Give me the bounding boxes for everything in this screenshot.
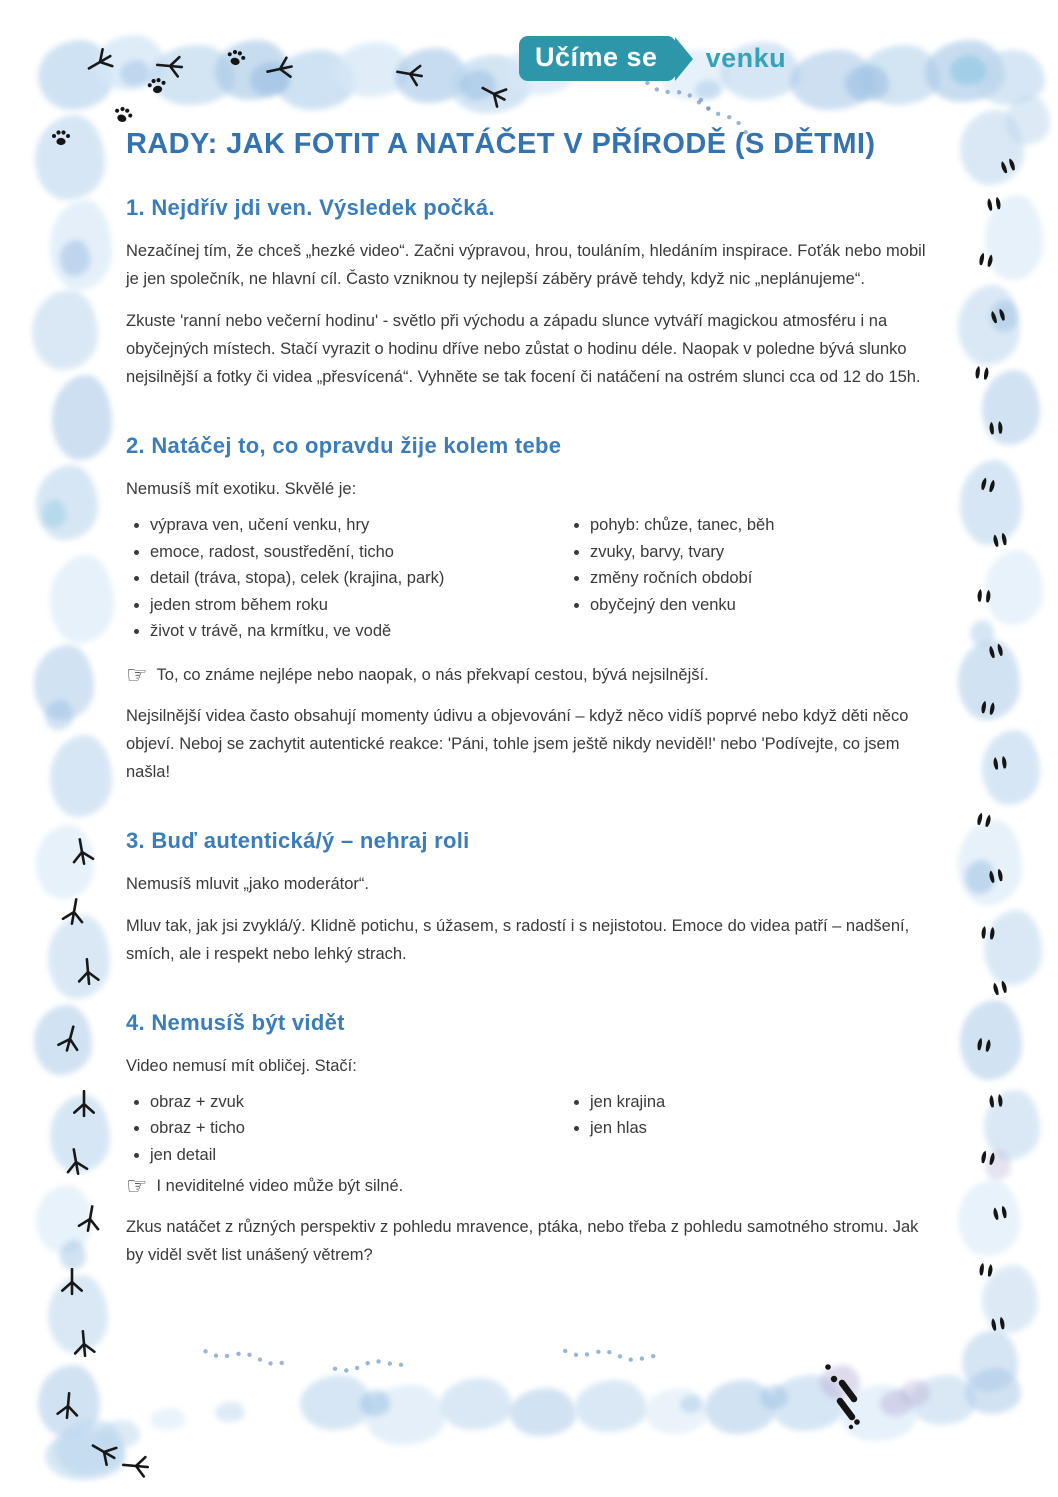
list-item: • obyčejný den venku — [590, 593, 934, 619]
section-4 — [126, 1010, 934, 1270]
paragraph: Zkus natáčet z různých perspektiv z pohledu mravence, ptáka, nebo třeba z pohledu samotného stromu. Jak by viděl svět list unášený větrem? — [126, 1218, 919, 1265]
claw-mark-icon — [820, 1362, 864, 1430]
bird-track-icon — [55, 1391, 81, 1421]
list-item: • změny ročních období — [590, 566, 934, 592]
section-2-intro: Nemusíš mít exotiku. Skvělé je: — [126, 480, 357, 499]
hoof-print-icon — [988, 978, 1011, 999]
bird-track-icon — [394, 60, 426, 88]
bird-track-icon — [62, 1146, 90, 1178]
bullet-list-right — [566, 1090, 934, 1142]
paragraph: Mluv tak, jak jsi zvyklá/ý. Klidně potichu, s úžasem, s radostí i s nejistotou. Emoce do videa patří – nadšení, smích, ale i respekt nebo lehký strach. — [126, 916, 910, 963]
list-item: • výprava ven, učení venku, hry — [150, 513, 566, 539]
bullet-columns — [126, 511, 934, 646]
list-item: • zvuky, barvy, tvary — [590, 540, 934, 566]
hoof-print-icon — [989, 530, 1012, 550]
hoof-print-icon — [973, 587, 994, 605]
section-2-heading: 2. Natáčej to, co opravdu žije kolem tebe — [126, 433, 562, 459]
paw-print-icon — [144, 74, 169, 98]
list-item: • život v trávě, na krmítku, ve vodě — [150, 619, 566, 645]
bullet-list-left — [126, 513, 566, 645]
tip-line — [126, 662, 934, 688]
bird-track-icon — [60, 1268, 84, 1296]
hoof-print-icon — [977, 698, 999, 717]
list-item: • jen hlas — [590, 1116, 934, 1142]
bird-track-icon — [60, 896, 88, 928]
bird-track-icon — [75, 957, 101, 987]
bird-track-icon — [68, 836, 96, 868]
bird-track-icon — [71, 1329, 97, 1359]
ucime-se-venku-logo — [519, 36, 786, 81]
logo-suffix: venku — [705, 43, 787, 73]
list-item: • obraz + ticho — [150, 1116, 566, 1142]
page-title: RADY: JAK FOTIT A NATÁČET V PŘÍRODĚ (S DĚTMI) — [126, 128, 876, 160]
hoof-print-icon — [985, 1092, 1007, 1110]
paragraph: Zkuste 'ranní nebo večerní hodinu' - světlo při východu a západu slunce vytváří magickou atmosféru i na obyčejných místech. Stačí vyrazit o hodinu dříve nebo zůstat o hodinu déle. Naopak v poledne bývá slunko nejsilnější a fotky či videa „přesvícená“. Vyhněte se tak focení či natáčení na ostrém slunci cca od 12 do 15h. — [126, 312, 921, 387]
section-2 — [126, 433, 934, 786]
hoof-print-icon — [985, 419, 1006, 437]
paragraph: Nezačínej tím, že chceš „hezké video“. Začni výpravou, hrou, touláním, hledáním inspirace. Foťák nebo mobil je jen společník, ne hlavní cíl. Často vzniknou ty nejlepší záběry právě tehdy, když nic „neplánujeme“. — [126, 242, 926, 289]
bullet-list-right — [566, 513, 934, 618]
pointing-hand-icon: ☞ — [126, 1172, 148, 1201]
pointing-hand-icon: ☞ — [126, 660, 148, 689]
bird-track-icon — [121, 1453, 151, 1479]
list-item: • obraz + zvuk — [150, 1090, 566, 1116]
hoof-print-icon — [989, 754, 1011, 773]
tip-line — [126, 1173, 934, 1199]
list-item: • jen krajina — [590, 1090, 934, 1116]
hoof-print-icon — [973, 1035, 995, 1054]
tip-text: I neviditelné video může být silné. — [156, 1177, 404, 1196]
list-item: • detail (tráva, stopa), celek (krajina, park) — [150, 566, 566, 592]
logo-badge: Učíme se — [519, 36, 676, 81]
bullet-list-left — [126, 1090, 566, 1169]
hoof-print-icon — [977, 924, 999, 942]
hoof-print-icon — [971, 364, 993, 383]
tip-text: To, co známe nejlépe nebo naopak, o nás překvapí cestou, bývá nejsilnější. — [156, 665, 709, 684]
paw-print-icon — [50, 128, 72, 148]
dotted-trail — [559, 1344, 663, 1369]
hoof-print-icon — [977, 1148, 1000, 1168]
bullet-columns — [126, 1088, 934, 1170]
paw-print-icon — [109, 102, 137, 128]
section-3 — [126, 828, 934, 968]
list-item: • pohyb: chůze, tanec, běh — [590, 513, 934, 539]
hoof-print-icon — [983, 194, 1005, 213]
document-body — [126, 128, 934, 1283]
hoof-print-icon — [975, 250, 998, 270]
bird-track-icon — [72, 1090, 96, 1118]
hoof-print-icon — [987, 1314, 1009, 1333]
section-4-intro: Video nemusí mít obličej. Stačí: — [126, 1056, 357, 1075]
paragraph: Nejsilnější videa často obsahují momenty údivu a objevování – když něco vidíš poprvé nebo když děti něco objeví. Neboj se zachytit autentické reakce: 'Páni, tohle jsem ještě nikdy neviděl!' nebo 'Podívejte, co jsem našla! — [126, 706, 909, 781]
section-4-heading: 4. Nemusíš být vidět — [126, 1009, 345, 1035]
list-item: • jeden strom během roku — [150, 593, 566, 619]
dotted-trail — [329, 1354, 411, 1378]
section-3-heading: 3. Buď autentická/ý – nehraj roli — [126, 827, 470, 853]
bird-track-icon — [76, 1203, 104, 1235]
list-item: • emoce, radost, soustředění, ticho — [150, 540, 566, 566]
hoof-print-icon — [975, 1261, 997, 1280]
section-1 — [126, 195, 934, 391]
list-item: • jen detail — [150, 1143, 566, 1169]
section-1-heading: 1. Nejdřív jdi ven. Výsledek počká. — [126, 195, 495, 221]
paragraph: Nemusíš mluvit „jako moderátor“. — [126, 874, 369, 893]
dotted-trail — [199, 1344, 292, 1373]
